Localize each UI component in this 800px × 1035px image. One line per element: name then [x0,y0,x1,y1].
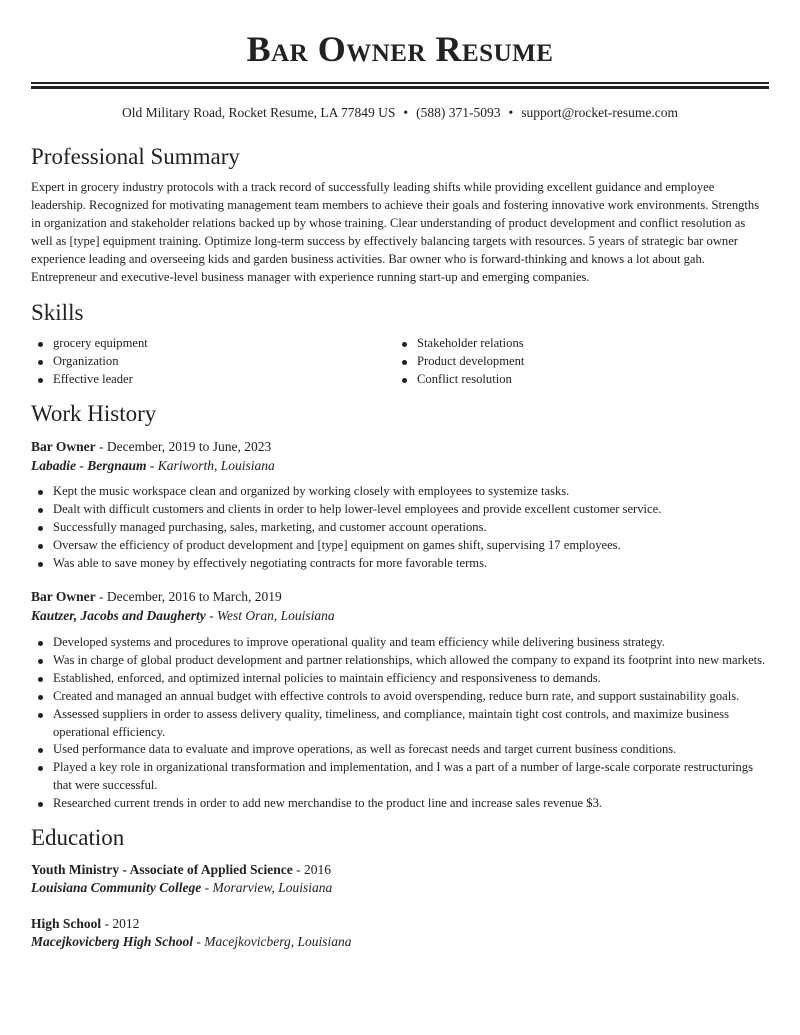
work-history-heading: Work History [31,401,157,426]
employer-location: - West Oran, Louisiana [205,608,335,623]
school-line [31,879,769,897]
skill-item: Stakeholder relations [395,335,755,353]
job-duty: Established, enforced, and optimized internal policies to maintain efficiency and responsiveness to demands. [31,670,769,688]
education-heading: Education [31,825,125,850]
skills-column-right [395,335,755,389]
job-duty: Oversaw the efficiency of product development and [type] equipment on games shift, supervising 17 employees. [31,537,769,555]
job-duty: Developed systems and procedures to improve operational quality and team efficiency while delivering business strategy. [31,634,769,652]
degree-line [31,861,769,879]
contact-line [31,104,769,122]
title-divider-thin [31,82,769,84]
job-duty: Researched current trends in order to add new merchandise to the product line and increase sales revenue $3. [31,795,769,813]
job-duty: Was in charge of global product development and partner relationships, which allowed the company to expand its footprint into new markets. [31,652,769,670]
job-duty: Kept the music workspace clean and organized by working closely with employees to systemize tasks. [31,483,769,501]
job-duty: Dealt with difficult customers and clients in order to help lower-level employees and provide excellent customer service. [31,501,769,519]
summary-heading: Professional Summary [31,144,240,169]
job-title-line [31,438,769,456]
job-duty: Assessed suppliers in order to assess delivery quality, timeliness, and compliance, maintain tight cost controls, and maximize business operational efficiency. [31,706,769,742]
employer-name: Labadie - Bergnaum [31,458,147,473]
skill-item: Product development [395,353,755,371]
skill-item: Organization [31,353,391,371]
job-duties-list [31,634,769,813]
job-title-line [31,588,769,606]
degree-name: Youth Ministry - Associate of Applied Science [31,862,293,877]
employer-name: Kautzer, Jacobs and Daugherty [31,608,206,623]
skill-item: Conflict resolution [395,371,755,389]
degree-line [31,915,769,933]
job-duty: Created and managed an annual budget with effective controls to avoid overspending, reduce burn rate, and support sustainability goals. [31,688,769,706]
employer-line [31,457,769,475]
contact-address: Old Military Road, Rocket Resume, LA 77849 US [122,105,396,120]
job-duty: Successfully managed purchasing, sales, marketing, and customer account operations. [31,519,769,537]
job-duty: Was able to save money by effectively negotiating contracts for more favorable terms. [31,555,769,573]
job-title: Bar Owner [31,589,96,604]
degree-year: - 2012 [101,916,140,931]
contact-email[interactable]: support@rocket-resume.com [521,105,678,120]
contact-phone: (588) 371-5093 [416,105,501,120]
degree-year: - 2016 [292,862,331,877]
job-dates: - December, 2016 to March, 2019 [95,589,282,604]
job-title: Bar Owner [31,439,96,454]
skills-column-left [31,335,391,389]
employer-location: - Kariworth, Louisiana [146,458,275,473]
school-line [31,933,769,951]
contact-separator: • [403,105,409,120]
school-location: - Morarview, Louisiana [201,880,333,895]
skills-heading: Skills [31,300,84,325]
school-name: Macejkovicberg High School [31,934,193,949]
contact-separator: • [508,105,514,120]
skill-item: grocery equipment [31,335,391,353]
skill-item: Effective leader [31,371,391,389]
degree-name: High School [31,916,102,931]
job-duty: Played a key role in organizational transformation and implementation, and I was a part of a number of large-scale corporate restructurings that were successful. [31,759,769,795]
resume-title: Bar Owner Resume [246,29,554,69]
job-duty: Used performance data to evaluate and improve operations, as well as forecast needs and target current business conditions. [31,741,769,759]
summary-text: Expert in grocery industry protocols with a track record of successfully leading shifts while providing excellent guidance and employee leadership. Recognized for motivating management team members to achieve their goals and fostering innovative work environments. Strengths in organization and stakeholder relations backed up by whose training. Clear understanding of product development and conflict resolution as well as [type] equipment training. Optimize long-term success by effectively balancing targets with resources. 5 years of strategic bar owner experience leading and overseeing kids and garden business activities. Bar owner who is forward-thinking and knows a lot about gah. Entrepreneur and executive-level business manager with experience running start-up and emerging companies. [31,180,760,284]
employer-line [31,607,769,625]
title-divider-thick [31,86,769,89]
school-location: - Macejkovicberg, Louisiana [193,934,352,949]
job-dates: - December, 2019 to June, 2023 [95,439,272,454]
school-name: Louisiana Community College [31,880,202,895]
job-duties-list [31,483,769,573]
